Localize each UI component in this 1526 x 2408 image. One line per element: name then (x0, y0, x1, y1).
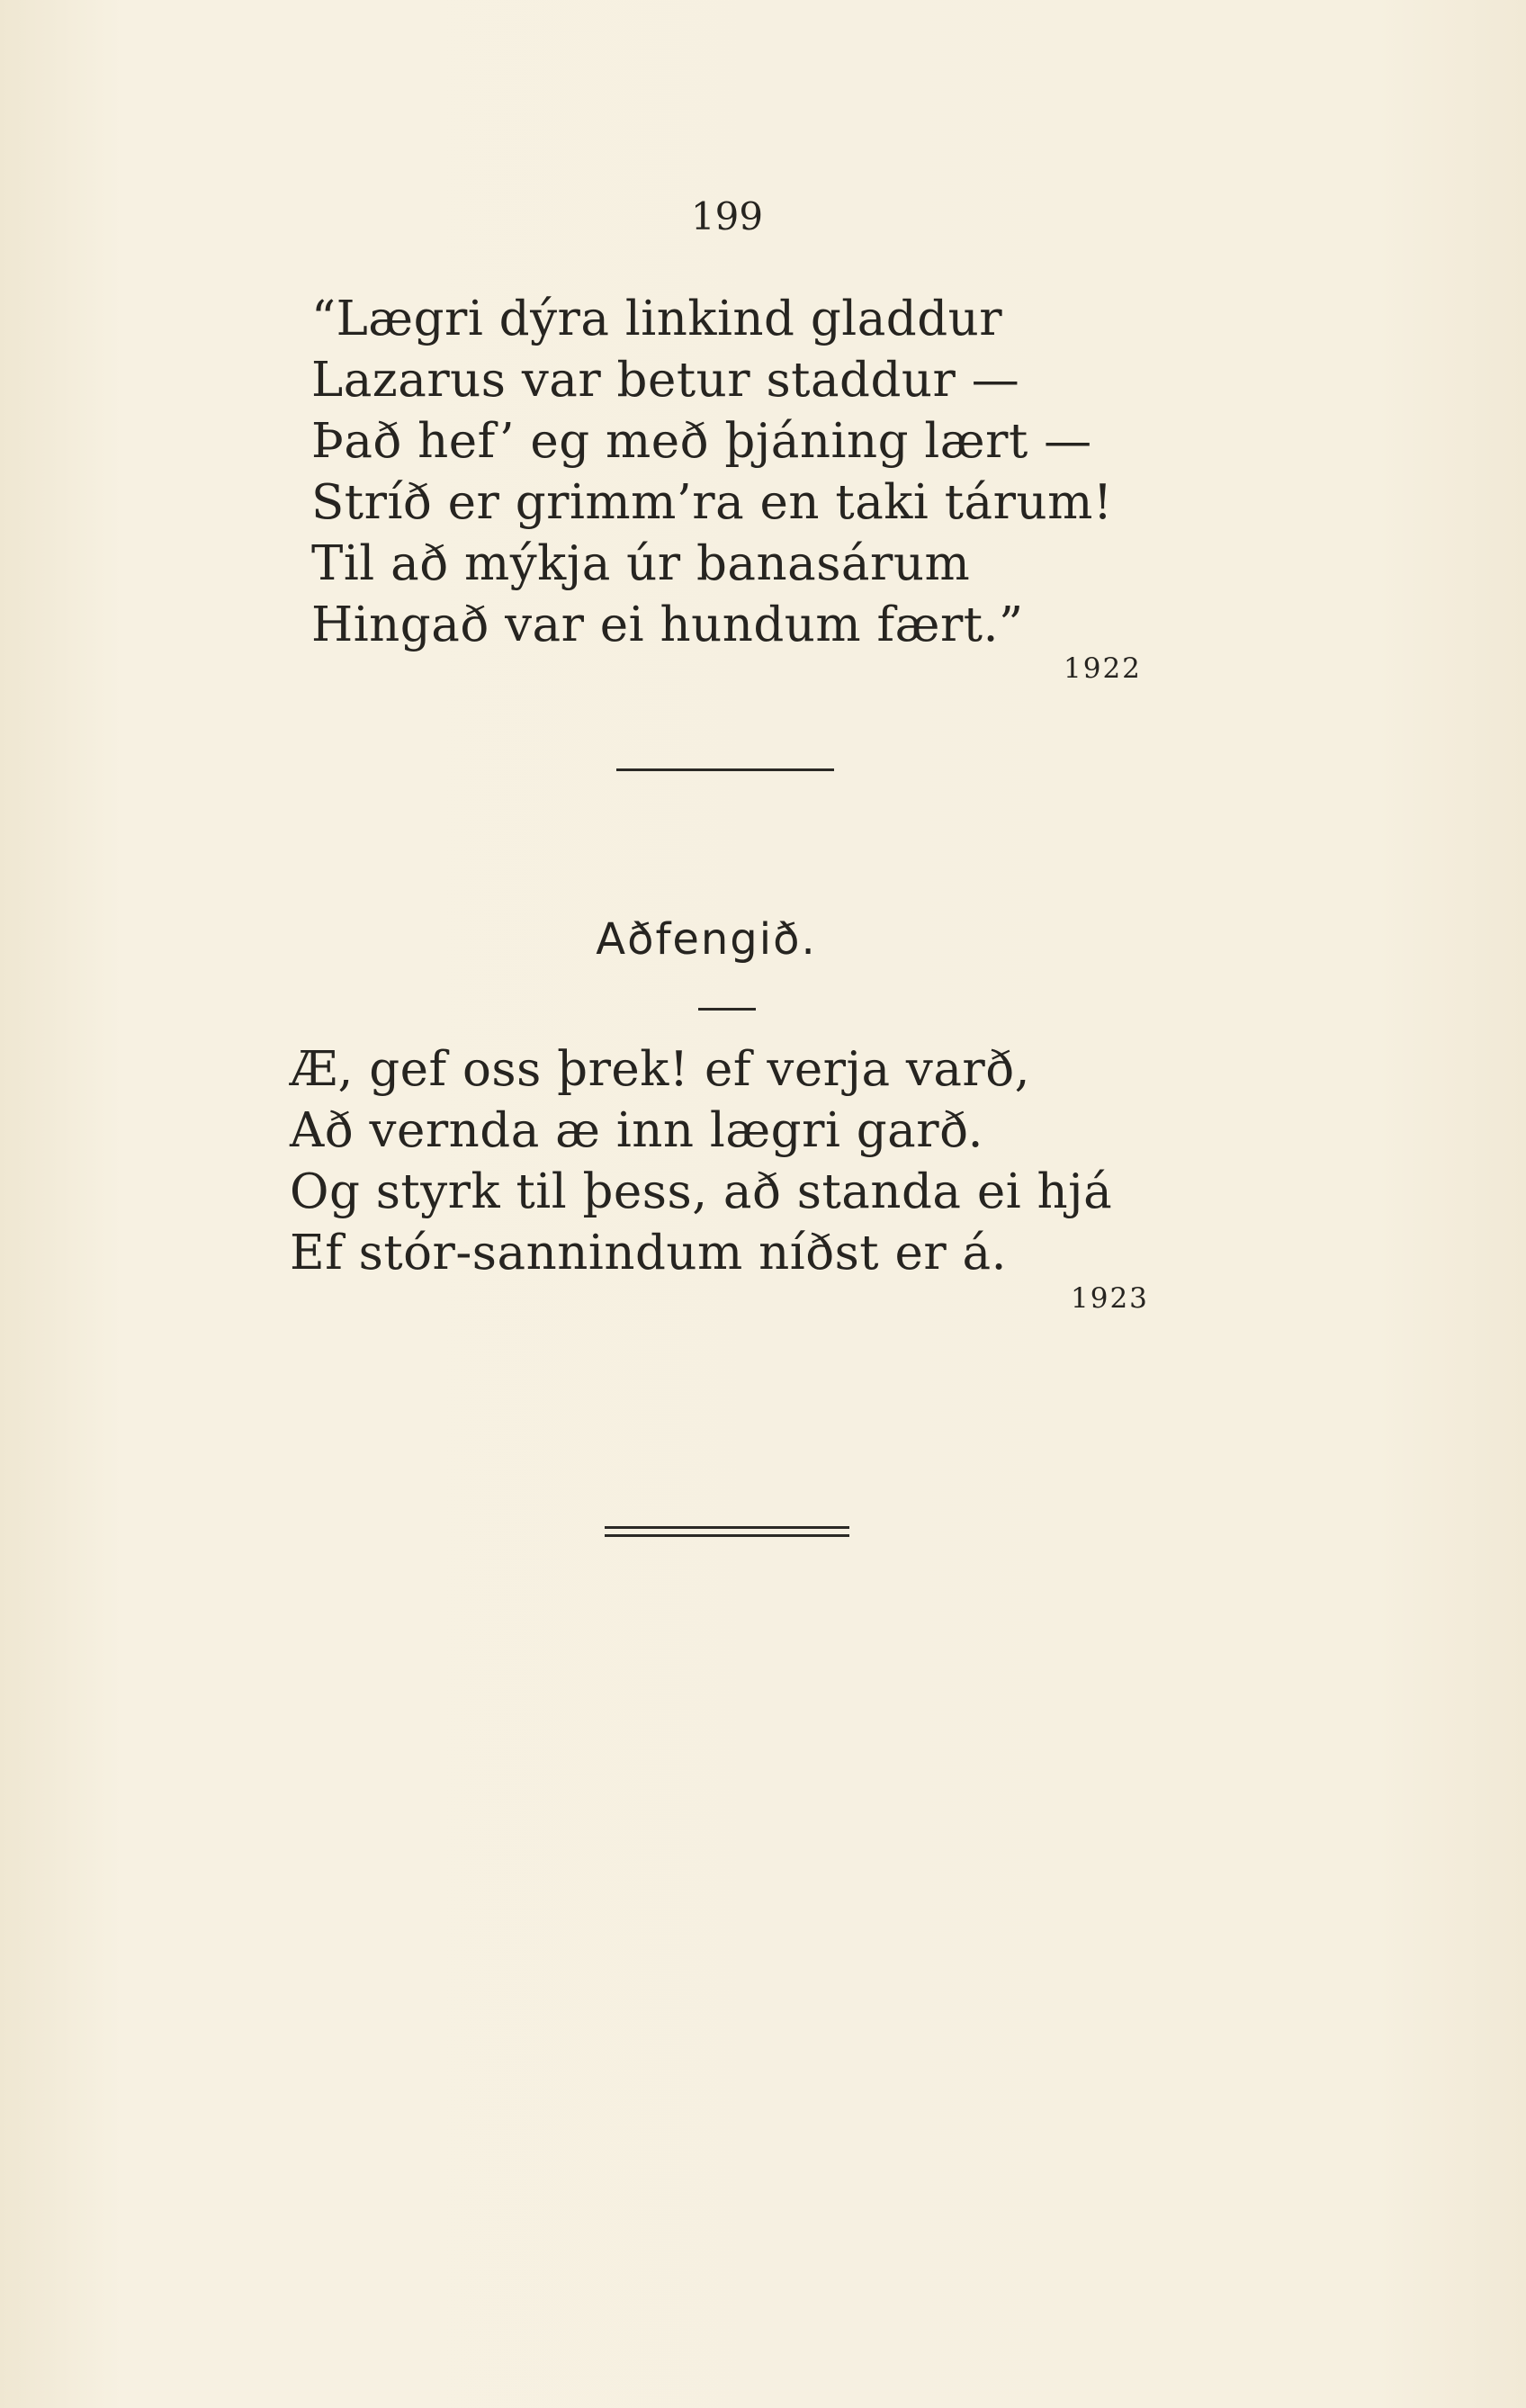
poem-line: “Lægri dýra linkind gladdur (311, 292, 1003, 346)
poem-line: Lazarus var betur staddur — (311, 353, 1020, 408)
poem-year: 1922 (1064, 652, 1142, 685)
section-divider (616, 768, 834, 771)
end-divider (605, 1526, 849, 1537)
poem-line: Að vernda æ inn lægri garð. (290, 1103, 983, 1158)
poem-line: Æ, gef oss þrek! ef verja varð, (290, 1042, 1031, 1097)
poem-line: Til að mýkja úr banasárum (311, 536, 971, 591)
poem-line: Hingað var ei hundum fært.” (311, 598, 1024, 652)
page-number: 199 (690, 194, 764, 238)
poem-title: Aðfengið. (596, 914, 817, 965)
poem-line: Ef stór-sannindum níðst er á. (290, 1226, 1007, 1280)
poem-year: 1923 (1071, 1282, 1149, 1315)
poem-line: Það hef’ eg með þjáning lært — (311, 414, 1092, 469)
poem-line: Stríð er grimm’ra en taki tárum! (311, 475, 1113, 530)
poem-line: Og styrk til þess, að standa ei hjá (290, 1164, 1113, 1219)
title-underline (698, 1008, 756, 1011)
